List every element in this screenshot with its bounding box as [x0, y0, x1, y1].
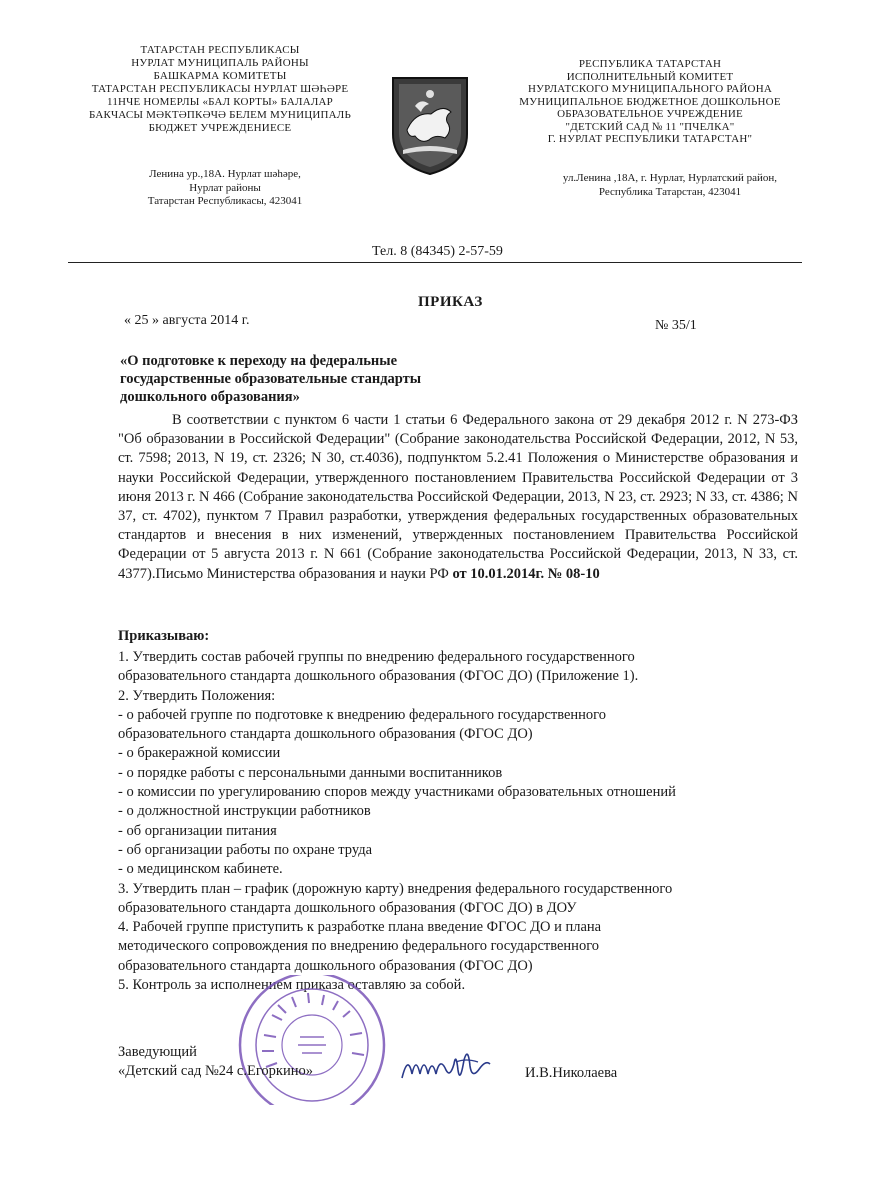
order-date: « 25 » августа 2014 г. — [124, 313, 250, 328]
header-right-line: Г. НУРЛАТ РЕСПУБЛИКИ ТАТАРСТАН" — [547, 133, 753, 145]
order-item: - об организации питания — [118, 822, 277, 839]
order-item: 1. Утвердить состав рабочей группы по внедрению федерального государственного — [118, 649, 635, 665]
order-subject — [120, 352, 540, 406]
header-right-line: НУРЛАТСКОГО МУНИЦИПАЛЬНОГО РАЙОНА — [527, 83, 772, 95]
header-left-line: 11НЧЕ НОМЕРЛЫ «БАЛ КОРТЫ» БАЛАЛАР — [107, 96, 333, 108]
order-preamble — [118, 411, 798, 584]
address-line: ул.Ленина ,18А, г. Нурлат, Нурлатский район, — [562, 172, 778, 184]
order-items — [118, 648, 808, 995]
order-item: 5. Контроль за исполнением приказа оставляю за собой. — [118, 977, 466, 994]
order-item: - об организации работы по охране труда — [118, 841, 373, 858]
position-line: Заведующий — [118, 1044, 197, 1060]
header-right-org — [495, 58, 805, 146]
header-left-line: ТАТАРСТАН РЕСПУБЛИКАСЫ — [140, 44, 300, 56]
header-right-line: "ДЕТСКИЙ САД № 11 "ПЧЕЛКА" — [565, 120, 735, 133]
official-stamp — [212, 975, 392, 1105]
order-number: № 35/1 — [655, 318, 697, 333]
order-title: ПРИКАЗ — [418, 294, 483, 310]
subject-line: «О подготовке к переходу на федеральные — [120, 353, 398, 369]
header-left-line: ТАТАРСТАН РЕСПУБЛИКАСЫ НУРЛАТ ШӘҺӘРЕ — [91, 83, 349, 95]
preamble-tail: от 10.01.2014г. № 08-10 — [452, 565, 600, 582]
order-item: - о порядке работы с персональными данными воспитанников — [118, 764, 503, 781]
address-line: Татарстан Республикасы, 423041 — [147, 195, 303, 207]
order-item: - о рабочей группе по подготовке к внедрению федерального государственного — [118, 706, 607, 723]
order-item: - о комиссии по урегулированию споров между участниками образовательных отношений — [118, 784, 676, 801]
order-item: образовательного стандарта дошкольного образования (ФГОС ДО) — [118, 957, 533, 974]
signatory-position — [118, 1043, 313, 1081]
phone-number: Тел. 8 (84345) 2-57-59 — [372, 244, 503, 259]
order-item: - о медицинском кабинете. — [118, 861, 283, 878]
header-left-org — [70, 44, 370, 135]
order-item: образовательного стандарта дошкольного образования (ФГОС ДО) — [118, 726, 533, 743]
order-item: - о бракеражной комиссии — [118, 745, 281, 762]
header-divider — [68, 262, 802, 263]
header-left-address — [120, 168, 330, 209]
header-right-line: ОБРАЗОВАТЕЛЬНОЕ УЧРЕЖДЕНИЕ — [557, 108, 743, 120]
header-right-line: МУНИЦИПАЛЬНОЕ БЮДЖЕТНОЕ ДОШКОЛЬНОЕ — [519, 95, 781, 108]
order-item: методического сопровождения по внедрению федерального государственного — [118, 938, 600, 955]
address-line: Республика Татарстан, 423041 — [598, 185, 742, 198]
order-item: 3. Утвердить план – график (дорожную карту) внедрения федерального государственного — [118, 880, 673, 897]
header-left-line: БАКЧАСЫ МӘКТӘПКӘЧӘ БЕЛЕМ МУНИЦИПАЛЬ — [89, 109, 351, 121]
order-item: - о должностной инструкции работников — [118, 803, 371, 820]
order-item: 2. Утвердить Положения: — [118, 687, 276, 704]
header-right-address — [540, 172, 800, 199]
order-item: 4. Рабочей группе приступить к разработке плана введение ФГОС ДО и плана — [118, 919, 602, 936]
header-right-line: ИСПОЛНИТЕЛЬНЫЙ КОМИТЕТ — [566, 70, 734, 83]
header-left-line: НУРЛАТ МУНИЦИПАЛЬ РАЙОНЫ — [131, 57, 309, 69]
coat-of-arms-emblem — [385, 72, 475, 178]
header-right-line: РЕСПУБЛИКА ТАТАРСТАН — [578, 58, 722, 70]
header-left-line: БЮДЖЕТ УЧРЕЖДЕНИЕСЕ — [148, 122, 292, 134]
order-item: образовательного стандарта дошкольного образования (ФГОС ДО) (Приложение 1). — [118, 668, 639, 685]
subject-line: государственные образовательные стандарты — [120, 371, 422, 387]
address-line: Нурлат районы — [189, 181, 261, 194]
order-verb: Приказываю: — [118, 628, 210, 644]
position-line: «Детский сад №24 с.Егоркино» — [118, 1063, 313, 1079]
order-item: образовательного стандарта дошкольного образования (ФГОС ДО) в ДОУ — [118, 899, 577, 916]
address-line: Ленина ур.,18А. Нурлат шәһәре, — [149, 168, 301, 180]
preamble-text: В соответствии с пунктом 6 части 1 статьи 6 Федерального закона от 29 декабря 2012 г. N 273-ФЗ "Об образовании в Российской Федерации" (Собрание законодательства Российской Федерации, 2012, N 53, ст. 7598; 2013, N 19, ст. 2326; N 30, ст.4036), подпунктом 5.2.41 Положения о Министерстве образования и науки Российской Федерации, утвержденного постановлением Правительства Российской Федерации от 3 июня 2013 г. N 466 (Собрание законодательства Российской Федерации, 2013, N 23, ст. 2923; N 33, ст. 4386; N 37, ст. 4702), пунктом 7 Правил разработки, утверждения федеральных государственных образовательных стандартов и внесения в них изменений, утвержденных постановлением Правительства Российской Федерации от 5 августа 2013 г. N 661 (Собрание законодательства Российской Федерации, 2013, N 33, ст. 4377).Письмо Министерства образования и науки РФ — [118, 412, 798, 582]
signatory-name: И.В.Николаева — [525, 1065, 618, 1081]
handwritten-signature — [398, 1040, 493, 1090]
subject-line: дошкольного образования» — [120, 389, 300, 405]
header-left-line: БАШКАРМА КОМИТЕТЫ — [153, 70, 287, 82]
